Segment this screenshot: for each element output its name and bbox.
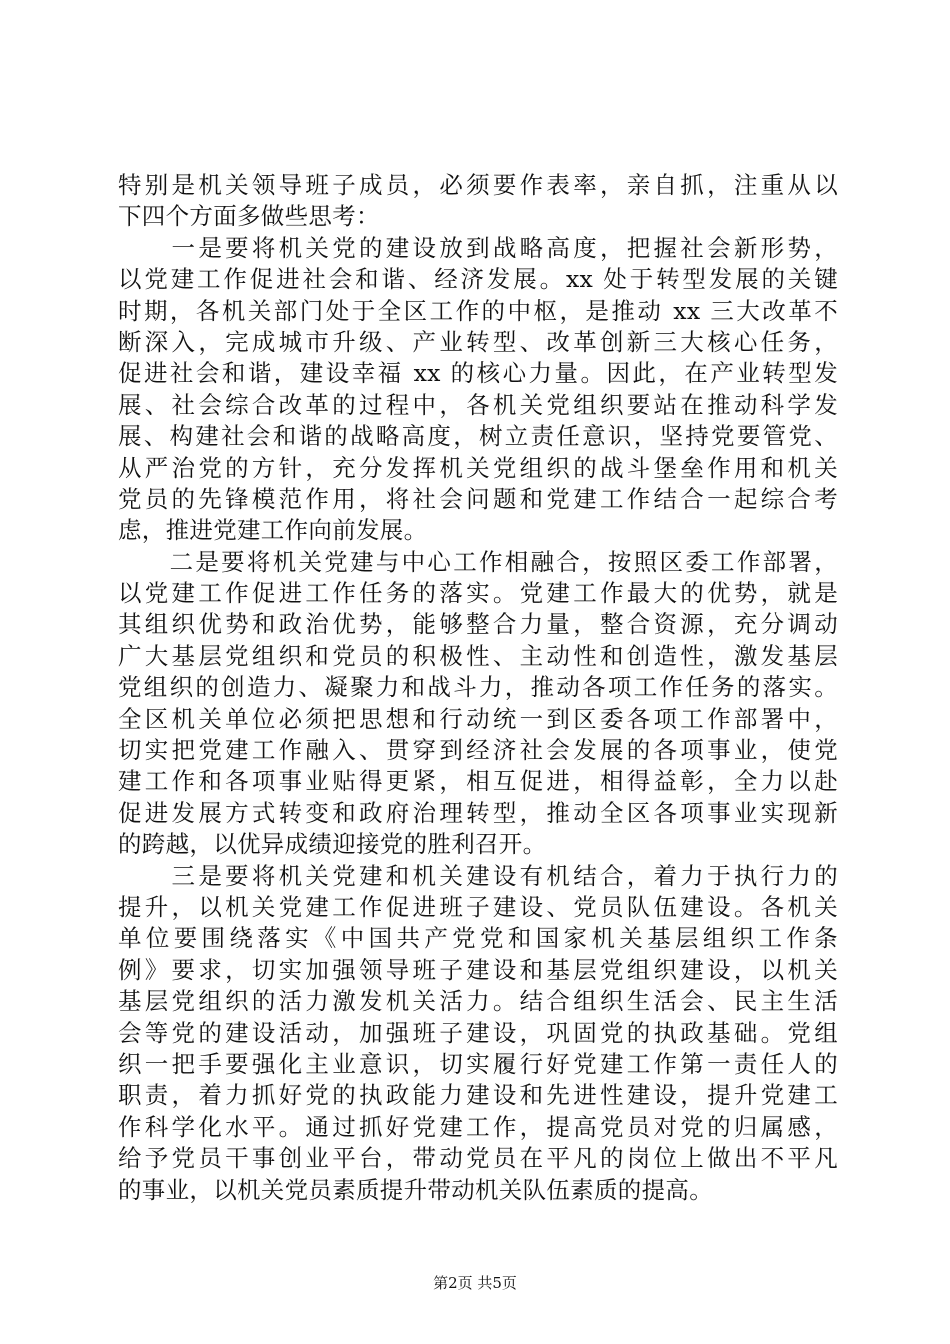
page-footer: 第2页 共5页: [433, 1274, 517, 1292]
text-line: 下四个方面多做些思考：: [118, 202, 380, 231]
text-line: 切实把党建工作融入、贯穿到经济社会发展的各项事业，使党: [118, 736, 838, 765]
text-line: 促进社会和谐，建设幸福 xx 的核心力量。因此，在产业转型发: [118, 359, 838, 388]
text-line: 全区机关单位必须把思想和行动统一到区委各项工作部署中，: [118, 704, 838, 733]
text-line: 断深入，完成城市升级、产业转型、改革创新三大核心任务，: [118, 327, 838, 356]
text-line: 三是要将机关党建和机关建设有机结合，着力于执行力的: [118, 861, 838, 890]
text-line: 广大基层党组织和党员的积极性、主动性和创造性，激发基层: [118, 641, 838, 670]
text-line: 从严治党的方针，充分发挥机关党组织的战斗堡垒作用和机关: [118, 453, 838, 482]
text-line: 建工作和各项事业贴得更紧，相互促进，相得益彰，全力以赴: [118, 767, 838, 796]
text-line: 会等党的建设活动，加强班子建设，巩固党的执政基础。党组: [118, 1018, 838, 1047]
text-line: 促进发展方式转变和政府治理转型，推动全区各项事业实现新: [118, 798, 838, 827]
text-line: 的跨越，以优异成绩迎接党的胜利召开。: [118, 830, 547, 859]
text-line: 虑，推进党建工作向前发展。: [118, 516, 428, 545]
text-line: 基层党组织的活力激发机关活力。结合组织生活会、民主生活: [118, 987, 838, 1016]
text-line: 二是要将机关党建与中心工作相融合，按照区委工作部署，: [118, 547, 838, 576]
text-line: 提升，以机关党建工作促进班子建设、党员队伍建设。各机关: [118, 892, 838, 921]
text-line: 一是要将机关党的建设放到战略高度，把握社会新形势，: [118, 233, 838, 262]
text-line: 展、社会综合改革的过程中，各机关党组织要站在推动科学发: [118, 390, 838, 419]
body-text: [118, 170, 838, 1206]
text-line: 以党建工作促进工作任务的落实。党建工作最大的优势，就是: [118, 579, 838, 608]
text-line: 党员的先锋模范作用，将社会问题和党建工作结合一起综合考: [118, 484, 838, 513]
text-line: 党组织的创造力、凝聚力和战斗力，推动各项工作任务的落实。: [118, 673, 838, 702]
text-line: 例》要求，切实加强领导班子建设和基层党组织建设，以机关: [118, 955, 838, 984]
text-line: 其组织优势和政治优势，能够整合力量，整合资源，充分调动: [118, 610, 838, 639]
text-line: 特别是机关领导班子成员，必须要作表率，亲自抓，注重从以: [118, 171, 838, 199]
text-line: 织一把手要强化主业意识，切实履行好党建工作第一责任人的: [118, 1049, 838, 1078]
text-line: 单位要围绕落实《中国共产党党和国家机关基层组织工作条: [118, 924, 838, 953]
text-line: 以党建工作促进社会和谐、经济发展。xx 处于转型发展的关键: [118, 265, 838, 294]
text-line: 的事业，以机关党员素质提升带动机关队伍素质的提高。: [118, 1175, 713, 1204]
text-line: 展、构建社会和谐的战略高度，树立责任意识，坚持党要管党、: [118, 422, 838, 451]
text-line: 时期，各机关部门处于全区工作的中枢，是推动 xx 三大改革不: [118, 296, 838, 325]
text-line: 作科学化水平。通过抓好党建工作，提高党员对党的归属感，: [118, 1112, 838, 1141]
text-line: 给予党员干事创业平台，带动党员在平凡的岗位上做出不平凡: [118, 1144, 838, 1173]
text-line: 职责，着力抓好党的执政能力建设和先进性建设，提升党建工: [118, 1081, 838, 1110]
